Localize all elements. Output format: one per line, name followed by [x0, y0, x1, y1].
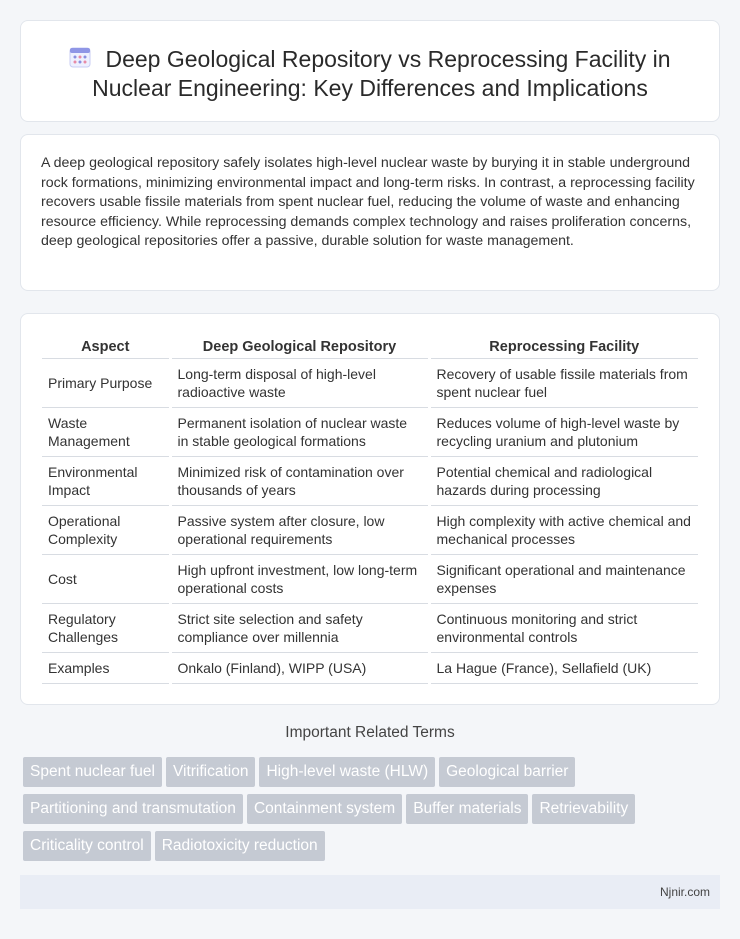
repository-cell: High upfront investment, low long-term operational costs [170, 554, 429, 603]
reprocessing-cell: Potential chemical and radiological hazards during processing [429, 456, 698, 505]
related-term-tag[interactable]: Retrievability [532, 794, 635, 824]
header-deep-geological-repository: Deep Geological Repository [170, 335, 429, 358]
reprocessing-cell: High complexity with active chemical and mechanical processes [429, 505, 698, 554]
related-terms-heading: Important Related Terms [285, 724, 455, 741]
summary-text: A deep geological repository safely isolates high-level nuclear waste by burying it in stable underground rock formations, minimizing environmental impact and long-term risks. In contrast, a reprocessing facility recovers usable fissile materials from spent nuclear fuel, reducing the volume of waste and enhancing resource efficiency. While reprocessing demands complex technology and raises proliferation concerns, deep geological repositories offer a passive, durable solution for waste management. [41, 155, 695, 249]
repository-cell: Minimized risk of contamination over thousands of years [170, 456, 429, 505]
repository-cell: Onkalo (Finland), WIPP (USA) [170, 652, 429, 683]
footer-site-name[interactable]: Njnir.com [659, 885, 710, 899]
table-row [42, 603, 698, 652]
reprocessing-cell: La Hague (France), Sellafield (UK) [429, 652, 698, 683]
aspect-cell: Environmental Impact [42, 456, 170, 505]
reprocessing-cell: Significant operational and maintenance expenses [429, 554, 698, 603]
aspect-cell: Regulatory Challenges [42, 603, 170, 652]
repository-cell: Permanent isolation of nuclear waste in stable geological formations [170, 407, 429, 456]
repository-cell: Strict site selection and safety compliance over millennia [170, 603, 429, 652]
aspect-cell: Cost [42, 554, 170, 603]
repository-cell: Long-term disposal of high-level radioactive waste [170, 358, 429, 407]
comparison-table [42, 335, 698, 684]
related-term-tag[interactable]: Buffer materials [406, 794, 528, 824]
reprocessing-cell: Recovery of usable fissile materials from spent nuclear fuel [429, 358, 698, 407]
related-terms-section [20, 724, 720, 854]
table-row [42, 652, 698, 683]
page-title-text: Deep Geological Repository vs Reprocessing Facility in Nuclear Engineering: Key Differences and Implications [92, 46, 671, 101]
table-header-row [42, 335, 698, 358]
reprocessing-cell: Continuous monitoring and strict environmental controls [429, 603, 698, 652]
header-aspect: Aspect [42, 335, 170, 358]
related-term-tag[interactable]: Partitioning and transmutation [23, 794, 243, 824]
related-term-tag[interactable]: Geological barrier [439, 757, 575, 787]
table-row [42, 505, 698, 554]
aspect-cell: Waste Management [42, 407, 170, 456]
aspect-cell: Examples [42, 652, 170, 683]
table-row [42, 456, 698, 505]
related-term-tag[interactable]: High-level waste (HLW) [259, 757, 435, 787]
calendar-grid-icon [69, 46, 91, 68]
title-card [20, 20, 720, 122]
related-terms-list [23, 757, 723, 868]
footer [20, 875, 720, 909]
comparison-table-card [20, 313, 720, 705]
header-reprocessing-facility: Reprocessing Facility [429, 335, 698, 358]
related-term-tag[interactable]: Radiotoxicity reduction [155, 831, 325, 861]
aspect-cell: Primary Purpose [42, 358, 170, 407]
aspect-cell: Operational Complexity [42, 505, 170, 554]
related-term-tag[interactable]: Spent nuclear fuel [23, 757, 162, 787]
reprocessing-cell: Reduces volume of high-level waste by recycling uranium and plutonium [429, 407, 698, 456]
repository-cell: Passive system after closure, low operational requirements [170, 505, 429, 554]
table-row [42, 554, 698, 603]
table-row [42, 407, 698, 456]
related-term-tag[interactable]: Criticality control [23, 831, 151, 861]
related-term-tag[interactable]: Containment system [247, 794, 402, 824]
table-row [42, 358, 698, 407]
related-term-tag[interactable]: Vitrification [166, 757, 256, 787]
page-title [21, 21, 719, 103]
summary-card [20, 134, 720, 291]
